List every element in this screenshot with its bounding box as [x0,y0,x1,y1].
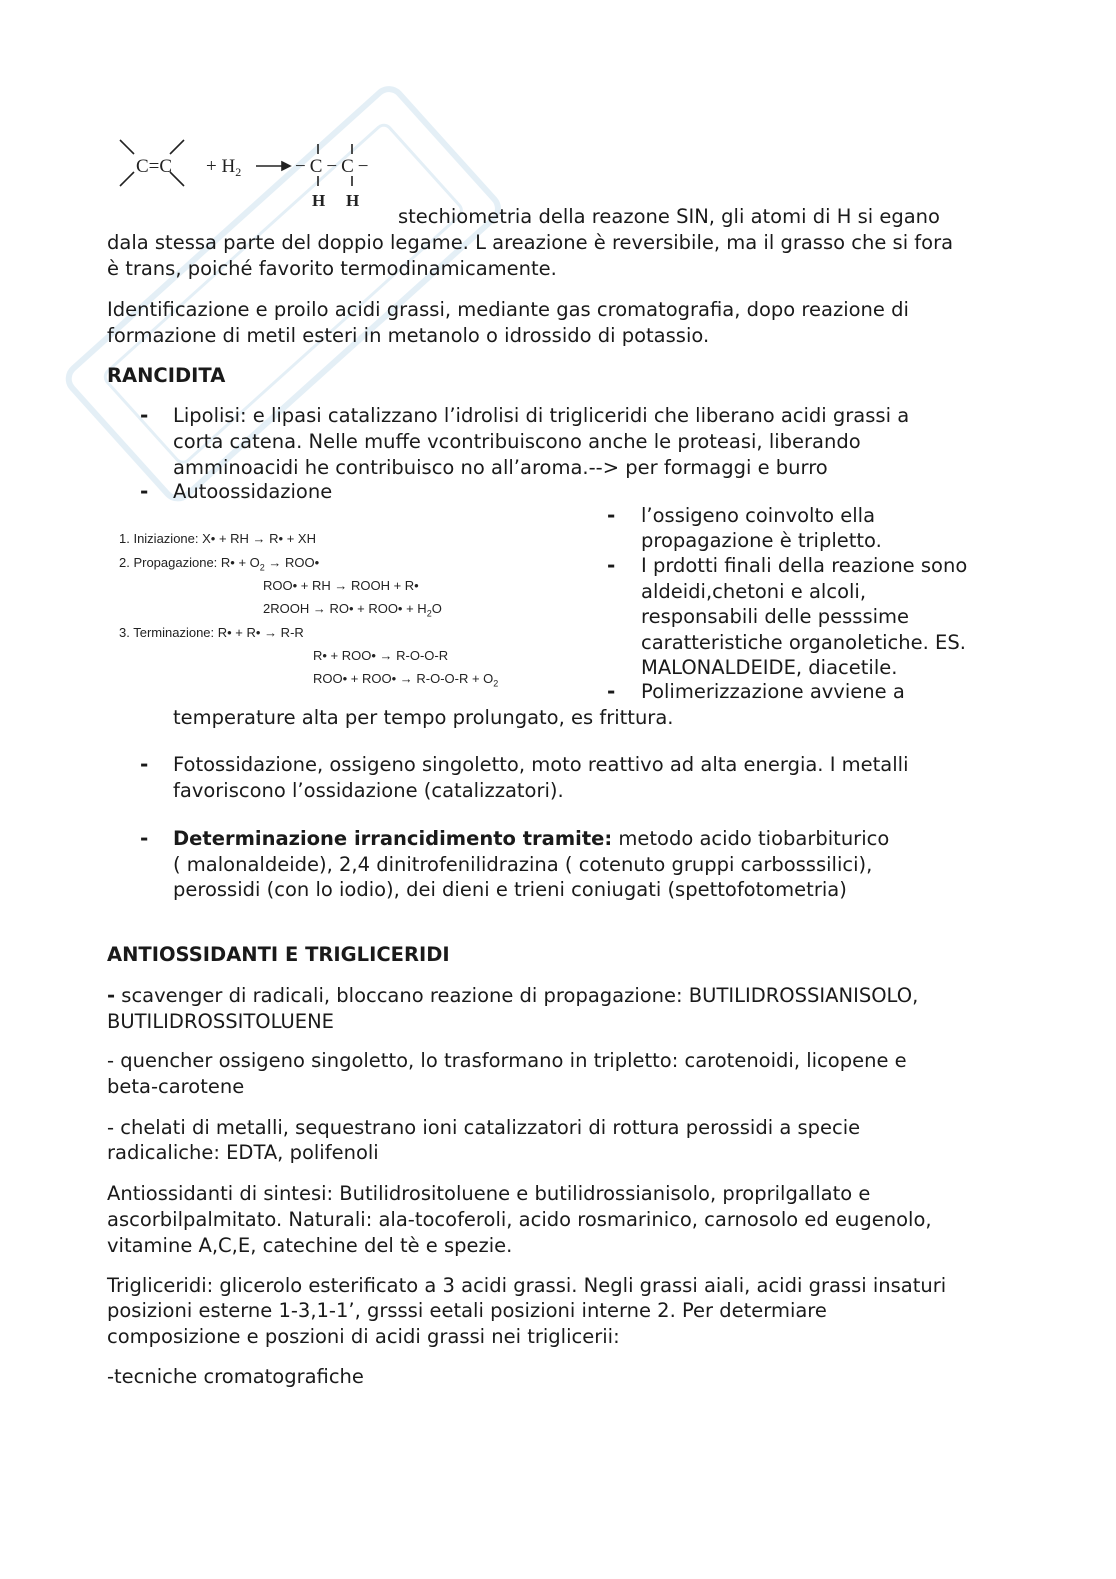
para2-line1: Identificazione e proilo acidi grassi, mediante gas cromatografia, dopo reazione di [107,298,909,321]
prodotti-line4: caratteristiche organoletiche. ES. [641,631,966,654]
quencher-line2: beta-carotene [107,1075,245,1098]
prodotti-line2: aldeidi,chetoni e alcoli, [641,580,867,603]
reaction-termination-1: 3. Terminazione: R• + R• → R-R [119,625,304,640]
polimerizzazione-line1: Polimerizzazione avviene a [641,680,905,703]
h2-label: + $H_2$ [206,156,242,179]
bullet-dash: - [140,479,149,503]
bullet-dash: - [140,403,149,427]
bullet-dash: - [607,553,616,577]
reaction-propagation-3: 2ROOH → RO• + ROO• + $H_2O$ [263,601,442,619]
scavenger-line1: - scavenger di radicali, bloccano reazione di propagazione: BUTILIDROSSIANISOLO, [107,984,919,1007]
bullet-dash: - [607,679,616,703]
para1-line3: è trans, poiché favorito termodinamicamente. [107,257,557,280]
scavenger-line2: BUTILIDROSSITOLUENE [107,1010,335,1033]
reaction-termination-3: ROO• + ROO• → $R-O-O-R + O_2$ [313,671,499,689]
prodotti-line1: I prdotti finali della reazione sono [641,554,968,577]
quencher-line1: - quencher ossigeno singoletto, lo trasformano in tripletto: carotenoidi, licopene e [107,1049,907,1072]
lipolisi-line1: Lipolisi: e lipasi catalizzano l’idrolisi di trigliceridi che liberano acidi grassi a [173,404,910,427]
tecniche-line: -tecniche cromatografiche [107,1365,364,1388]
lipolisi-line3: amminoacidi he contribuisco no all’aroma.--> per formaggi e burro [173,456,828,479]
fotossidazione-line2: favoriscono l’ossidazione (catalizzatori). [173,779,564,802]
alkene-label: C=C [136,156,173,177]
bullet-dash: - [140,752,149,776]
sintesi-line3: vitamine A,C,E, catechine del tè e spezie. [107,1234,513,1257]
ossigeno-line1: l’ossigeno coinvolto ella [641,504,876,527]
product-label: −C−C− [295,156,373,177]
rancidita-heading: RANCIDITA [107,364,226,387]
ossigeno-line2: propagazione è tripletto. [641,529,882,552]
h-right-label: H [346,191,360,210]
determinazione-line2: ( malonaldeide), 2,4 dinitrofenilidrazina ( cotenuto gruppi carbosssilici), [173,853,873,876]
reaction-initiation: 1. Iniziazione: X• + RH → R• + XH [119,531,316,546]
para2-line2: formazione di metil esteri in metanolo o idrossido di potassio. [107,324,710,347]
sintesi-line2: ascorbilpalmitato. Naturali: ala-tocoferoli, acido rosmarinico, carnosolo ed eugenolo, [107,1208,932,1231]
trigliceridi-line1: Trigliceridi: glicerolo esterificato a 3 acidi grassi. Negli grassi aiali, acidi grassi insaturi [107,1274,947,1297]
determinazione-line3: perossidi (con lo iodio), dei dieni e trieni coniugati (spettofotometria) [173,878,847,901]
hydrogenation-diagram [112,132,392,212]
antiossidanti-heading: ANTIOSSIDANTI E TRIGLICERIDI [107,943,450,966]
reaction-propagation-2: ROO• + RH → ROOH + R• [263,578,419,593]
determinazione-line1: Determinazione irrancidimento tramite: metodo acido tiobarbiturico [173,827,890,850]
prodotti-line3: responsabili delle pesssime [641,605,910,628]
reaction-termination-2: R• + ROO• → R-O-O-R [313,648,449,663]
reaction-propagation-1: 2. Propagazione: R• + $O_2$ → ROO• [119,555,320,573]
autoossidazione-label: Autoossidazione [173,480,333,503]
para1-line2: dala stessa parte del doppio legame. L areazione è reversibile, ma il grasso che si fora [107,231,954,254]
bullet-dash: - [607,503,616,527]
chelati-line2: radicaliche: EDTA, polifenoli [107,1141,379,1164]
trigliceridi-line3: composizione e poszioni di acidi grassi nei triglicerii: [107,1325,620,1348]
bullet-dash: - [140,826,149,850]
h-left-label: H [312,191,326,210]
chelati-line1: - chelati di metalli, sequestrano ioni catalizzatori di rottura perossidi a specie [107,1116,861,1139]
polimerizzazione-line2: temperature alta per tempo prolungato, es frittura. [173,706,674,729]
trigliceridi-line2: posizioni esterne 1-3,1-1’, grsssi eetali posizioni interne 2. Per determiare [107,1299,827,1322]
sintesi-line1: Antiossidanti di sintesi: Butilidrositoluene e butilidrossianisolo, proprilgallato e [107,1182,871,1205]
lipolisi-line2: corta catena. Nelle muffe vcontribuiscono anche le proteasi, liberando [173,430,861,453]
fotossidazione-line1: Fotossidazione, ossigeno singoletto, moto reattivo ad alta energia. I metalli [173,753,909,776]
para1-line1: stechiometria della reazone SIN, gli atomi di H si egano [398,205,940,228]
prodotti-line5: MALONALDEIDE, diacetile. [641,656,898,679]
